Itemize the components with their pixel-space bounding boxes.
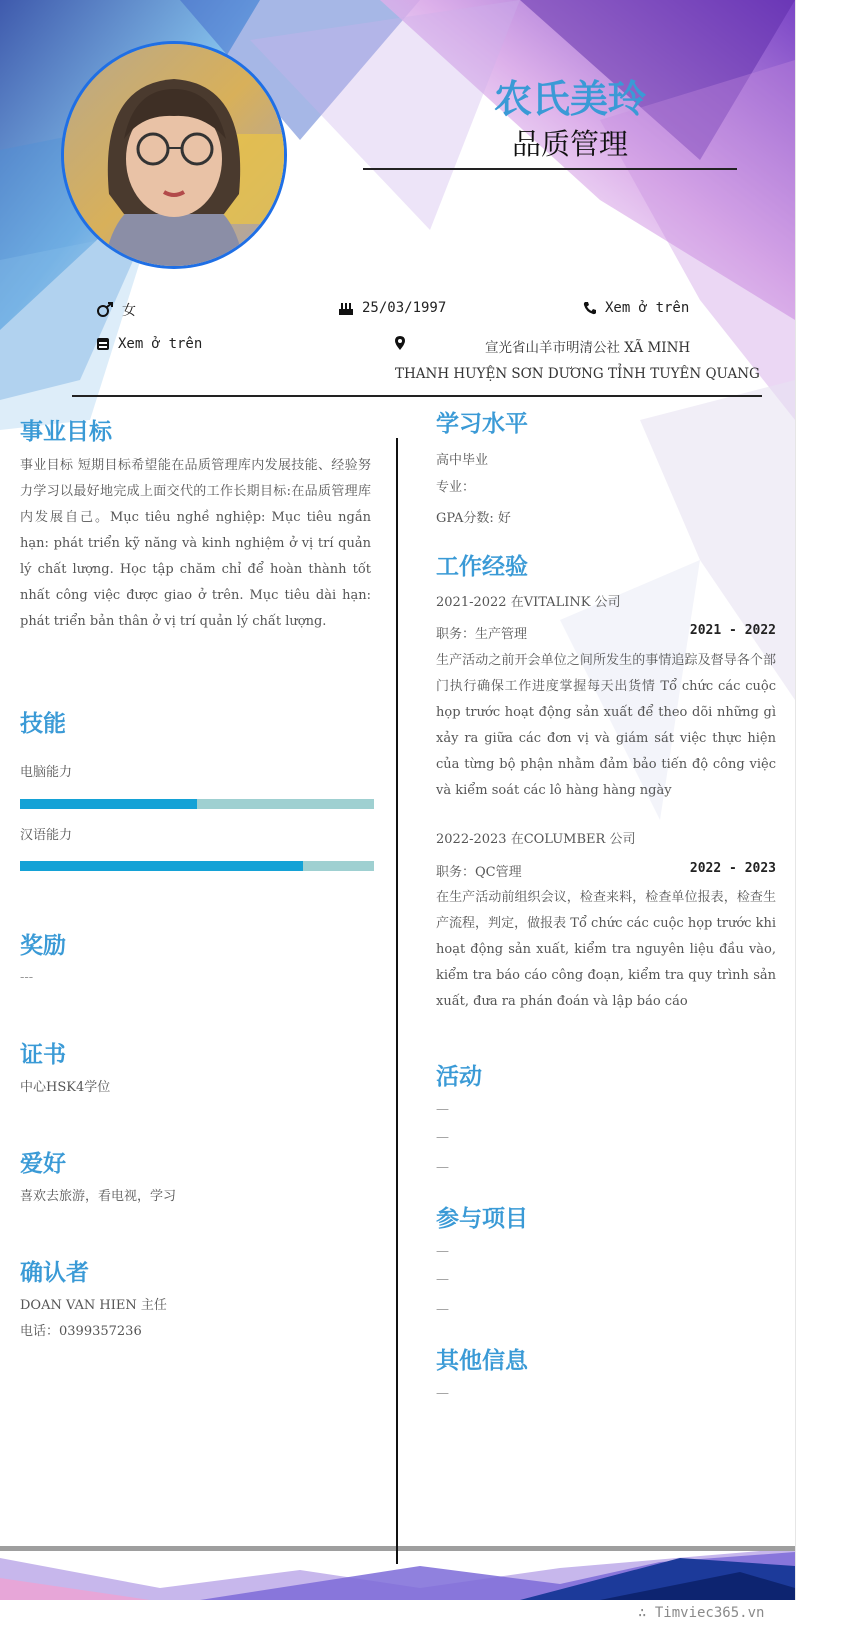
address-line-1: 宣光省山羊市明清公社 XÃ MINH: [485, 340, 691, 356]
job-2-company: 2022-2023 在COLUMBER 公司: [436, 832, 636, 847]
job-2-years: 2022 - 2023: [689, 861, 776, 876]
awards-text: ---: [20, 970, 34, 985]
projects-item-3: —: [436, 1302, 449, 1317]
gender-value: 女: [122, 303, 136, 319]
skills-title: 技能: [20, 711, 66, 737]
education-level: 高中毕业: [436, 453, 489, 468]
job-title: 品质管理: [511, 127, 628, 161]
title-divider: [363, 168, 737, 170]
gender-icon: [96, 302, 114, 318]
hobbies-text: 喜欢去旅游，看电视，学习: [20, 1189, 177, 1204]
email-row: [96, 336, 202, 352]
candidate-name: 农氏美玲: [493, 77, 646, 121]
skill-bar-chinese: [20, 861, 374, 871]
certificates-title: 证书: [20, 1042, 66, 1068]
job-1-description: 生产活动之前开会单位之间所发生的事情追踪及督导各个部门执行确保工作进度掌握每天出货情 Tổ chức các cuộc họp trước hoạt động sản xuất để theo dõi những gì xảy ra giữa các đơn vị và giám sát việc thực hiện của từng bộ phận nhằm đảm bảo tiến độ công việc và kiểm soát các lô hàng hàng ngày: [436, 653, 776, 798]
certificates-text: 中心HSK4学位: [20, 1080, 111, 1095]
reference-phone: 电话：0399357236: [20, 1324, 142, 1339]
other-info-title: 其他信息: [436, 1348, 528, 1374]
column-divider: [396, 438, 398, 1564]
activities-item-1: —: [436, 1102, 449, 1117]
birthday-row: [338, 300, 446, 316]
projects-title: 参与项目: [436, 1206, 528, 1232]
objective-text: 事业目标 短期目标希望能在品质管理库内发展技能、经验努力学习以最好地完成上面交代的工作长期目标:在品质管理库内发展自己。Mục tiêu nghề nghiệp: Mục tiêu ngắn hạn: phát triển kỹ năng và kinh nghiệm ở vị trí quản lý chất lượng. Học tập chăm chỉ để hoàn thành tốt nhất công việc được giao ở trên. Mục tiêu dài hạn: phát triển bản thân ở vị trí quản lý chất lượng.: [20, 458, 371, 629]
reference-name: DOAN VAN HIEN 主任: [20, 1298, 167, 1313]
skill-name-computer: 电脑能力: [20, 765, 73, 780]
job-2-description: 在生产活动前组织会议，检查来料，检查单位报表，检查生产流程，判定，做报表 Tổ chức các cuộc họp trước khi hoạt động sản xuất, kiểm tra nguyên liệu đầu vào, kiểm tra báo cáo công đoạn, kiểm tra quy trình sản xuất, đưa ra phán đoán và lập báo cáo: [436, 890, 776, 1009]
activities-item-2: —: [436, 1130, 449, 1145]
birthday-cake-icon: [338, 300, 354, 316]
job-1-role: 职务：生产管理: [436, 627, 528, 642]
activities-title: 活动: [436, 1064, 482, 1090]
projects-item-1: —: [436, 1244, 449, 1259]
awards-title: 奖励: [20, 933, 66, 959]
education-gpa: GPA分数: 好: [436, 511, 511, 526]
site-watermark: ∴ Timviec365.vn: [638, 1605, 765, 1621]
other-info-item-1: —: [436, 1386, 449, 1401]
phone-value: Xem ở trên: [605, 300, 690, 316]
phone-row: [583, 300, 689, 316]
skill-name-chinese: 汉语能力: [20, 828, 73, 843]
email-value: Xem ở trên: [118, 336, 203, 352]
skill-bar-chinese-fill: [20, 861, 303, 871]
address-line-2: THANH HUYỆN SƠN DƯƠNG TỈNH TUYÊN QUANG: [395, 366, 760, 382]
profile-photo: [61, 41, 287, 269]
skill-bar-computer-fill: [20, 799, 197, 809]
job-1-company: 2021-2022 在VITALINK 公司: [436, 595, 621, 610]
experience-title: 工作经验: [436, 554, 528, 580]
objective-title: 事业目标: [20, 419, 112, 445]
email-icon: [96, 337, 110, 351]
education-major: 专业：: [436, 480, 476, 495]
hobbies-title: 爱好: [20, 1151, 66, 1177]
phone-icon: [583, 301, 597, 315]
birthday-value: 25/03/1997: [362, 300, 447, 316]
skill-bar-computer: [20, 799, 374, 809]
job-2-role: 职务：QC管理: [436, 865, 522, 880]
job-2-role-row: [436, 861, 776, 880]
job-1-role-row: [436, 623, 776, 642]
reference-title: 确认者: [20, 1260, 89, 1286]
job-1-years: 2021 - 2022: [689, 623, 776, 638]
header-divider: [72, 395, 762, 397]
address: [395, 335, 765, 387]
education-title: 学习水平: [436, 411, 528, 437]
gender-row: [96, 300, 136, 320]
activities-item-3: —: [436, 1160, 449, 1175]
projects-item-2: —: [436, 1272, 449, 1287]
